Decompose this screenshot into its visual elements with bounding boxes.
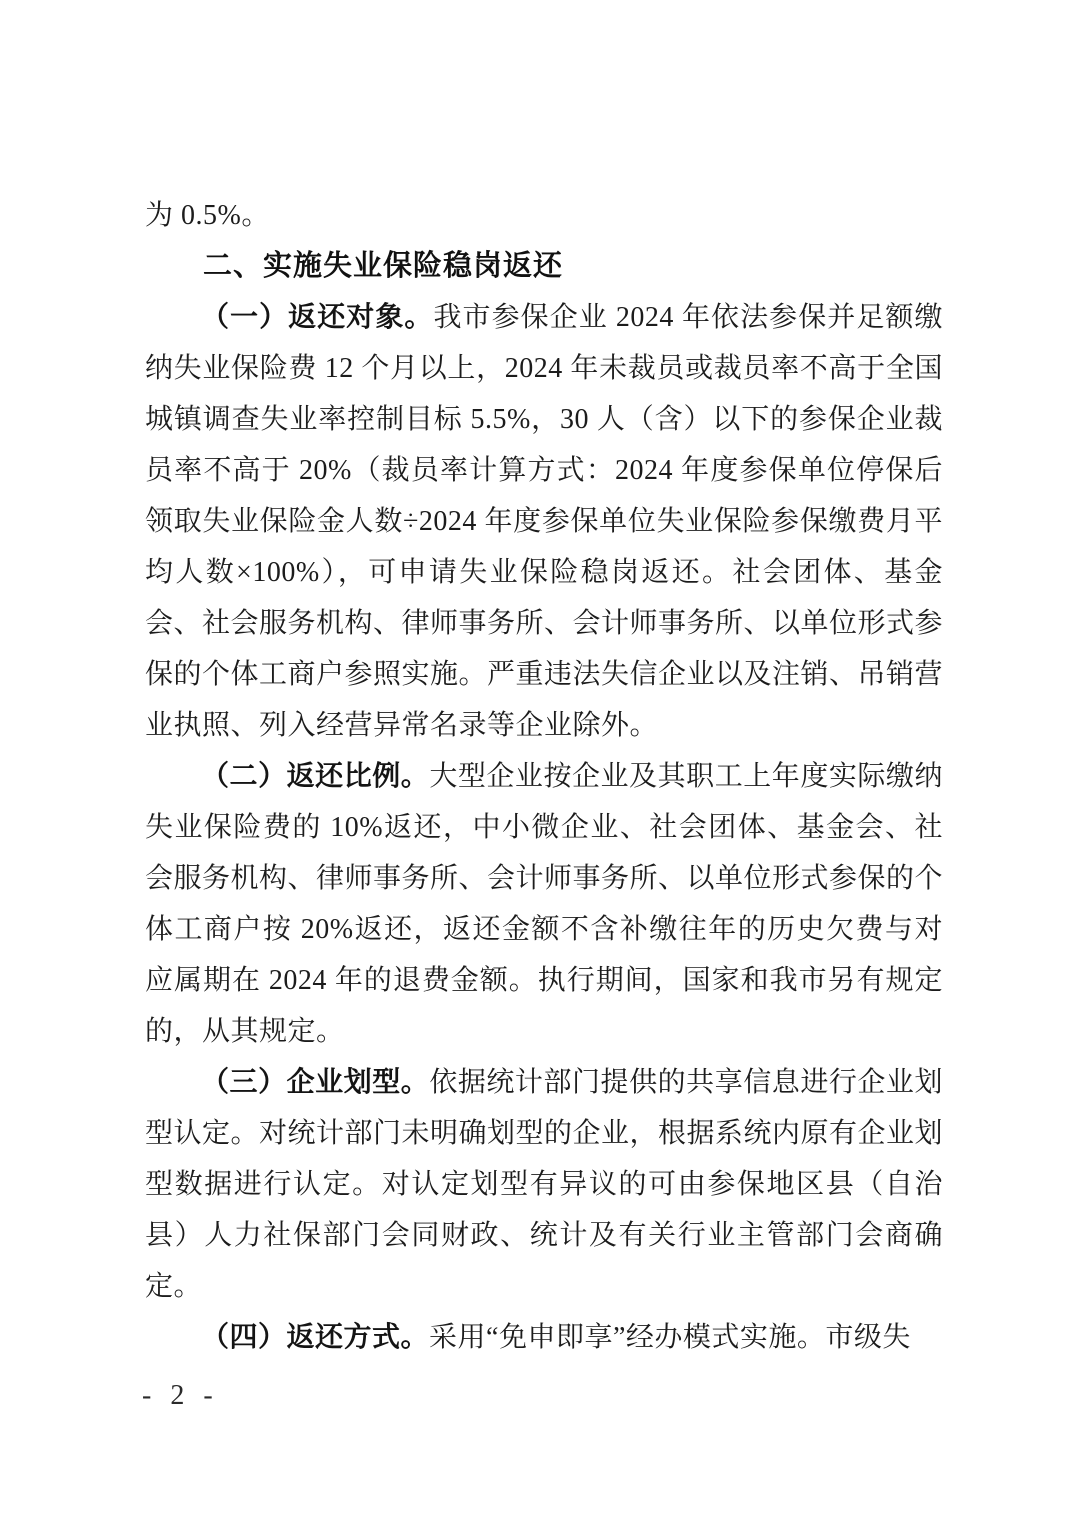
paragraph-lead: （二）返还比例。 xyxy=(201,761,430,792)
paragraph xyxy=(145,751,943,1057)
section-heading: 二、实施失业保险稳岗返还 xyxy=(203,250,564,282)
paragraph xyxy=(145,292,943,751)
paragraph-lead: （四）返还方式。 xyxy=(201,1322,430,1353)
paragraph xyxy=(145,1057,943,1312)
paragraph-text: 大型企业按企业及其职工上年度实际缴纳失业保险费的 10%返还，中小微企业、社会团体、基金会、社会服务机构、律师事务所、会计师事务所、以单位形式参保的个体工商户按 20%返还，返还金额不含补缴往年的历史欠费与对应属期在 2024 年的退费金额。执行期间，国家和我市另有规定的，从其规定。 xyxy=(145,761,944,1047)
paragraph-lead: （三）企业划型。 xyxy=(201,1067,430,1098)
paragraph-text: 我市参保企业 2024 年依法参保并足额缴纳失业保险费 12 个月以上，2024 年未裁员或裁员率不高于全国城镇调查失业率控制目标 5.5%，30 人（含）以下的参保企业裁员率不高于 20%（裁员率计算方式：2024 年度参保单位停保后领取失业保险金人数÷2024 年度参保单位失业保险参保缴费月平均人数×100%），可申请失业保险稳岗返还。社会团体、基金会、社会服务机构、律师事务所、会计师事务所、以单位形式参保的个体工商户参照实施。严重违法失信企业以及注销、吊销营业执照、列入经营异常名录等企业除外。 xyxy=(145,302,944,741)
paragraph-text: 采用“免申即享”经办模式实施。市级失 xyxy=(429,1322,911,1353)
page-number: - 2 - xyxy=(142,1380,215,1411)
paragraph-lead: （一）返还对象。 xyxy=(201,302,434,333)
continued-paragraph-line: 为 0.5%。 xyxy=(145,200,270,231)
document-body xyxy=(145,190,943,1363)
paragraph-text: 依据统计部门提供的共享信息进行企业划型认定。对统计部门未明确划型的企业，根据系统内原有企业划型数据进行认定。对认定划型有异议的可由参保地区县（自治县）人力社保部门会同财政、统计及有关行业主管部门会商确定。 xyxy=(145,1067,944,1302)
paragraph xyxy=(145,1312,943,1363)
